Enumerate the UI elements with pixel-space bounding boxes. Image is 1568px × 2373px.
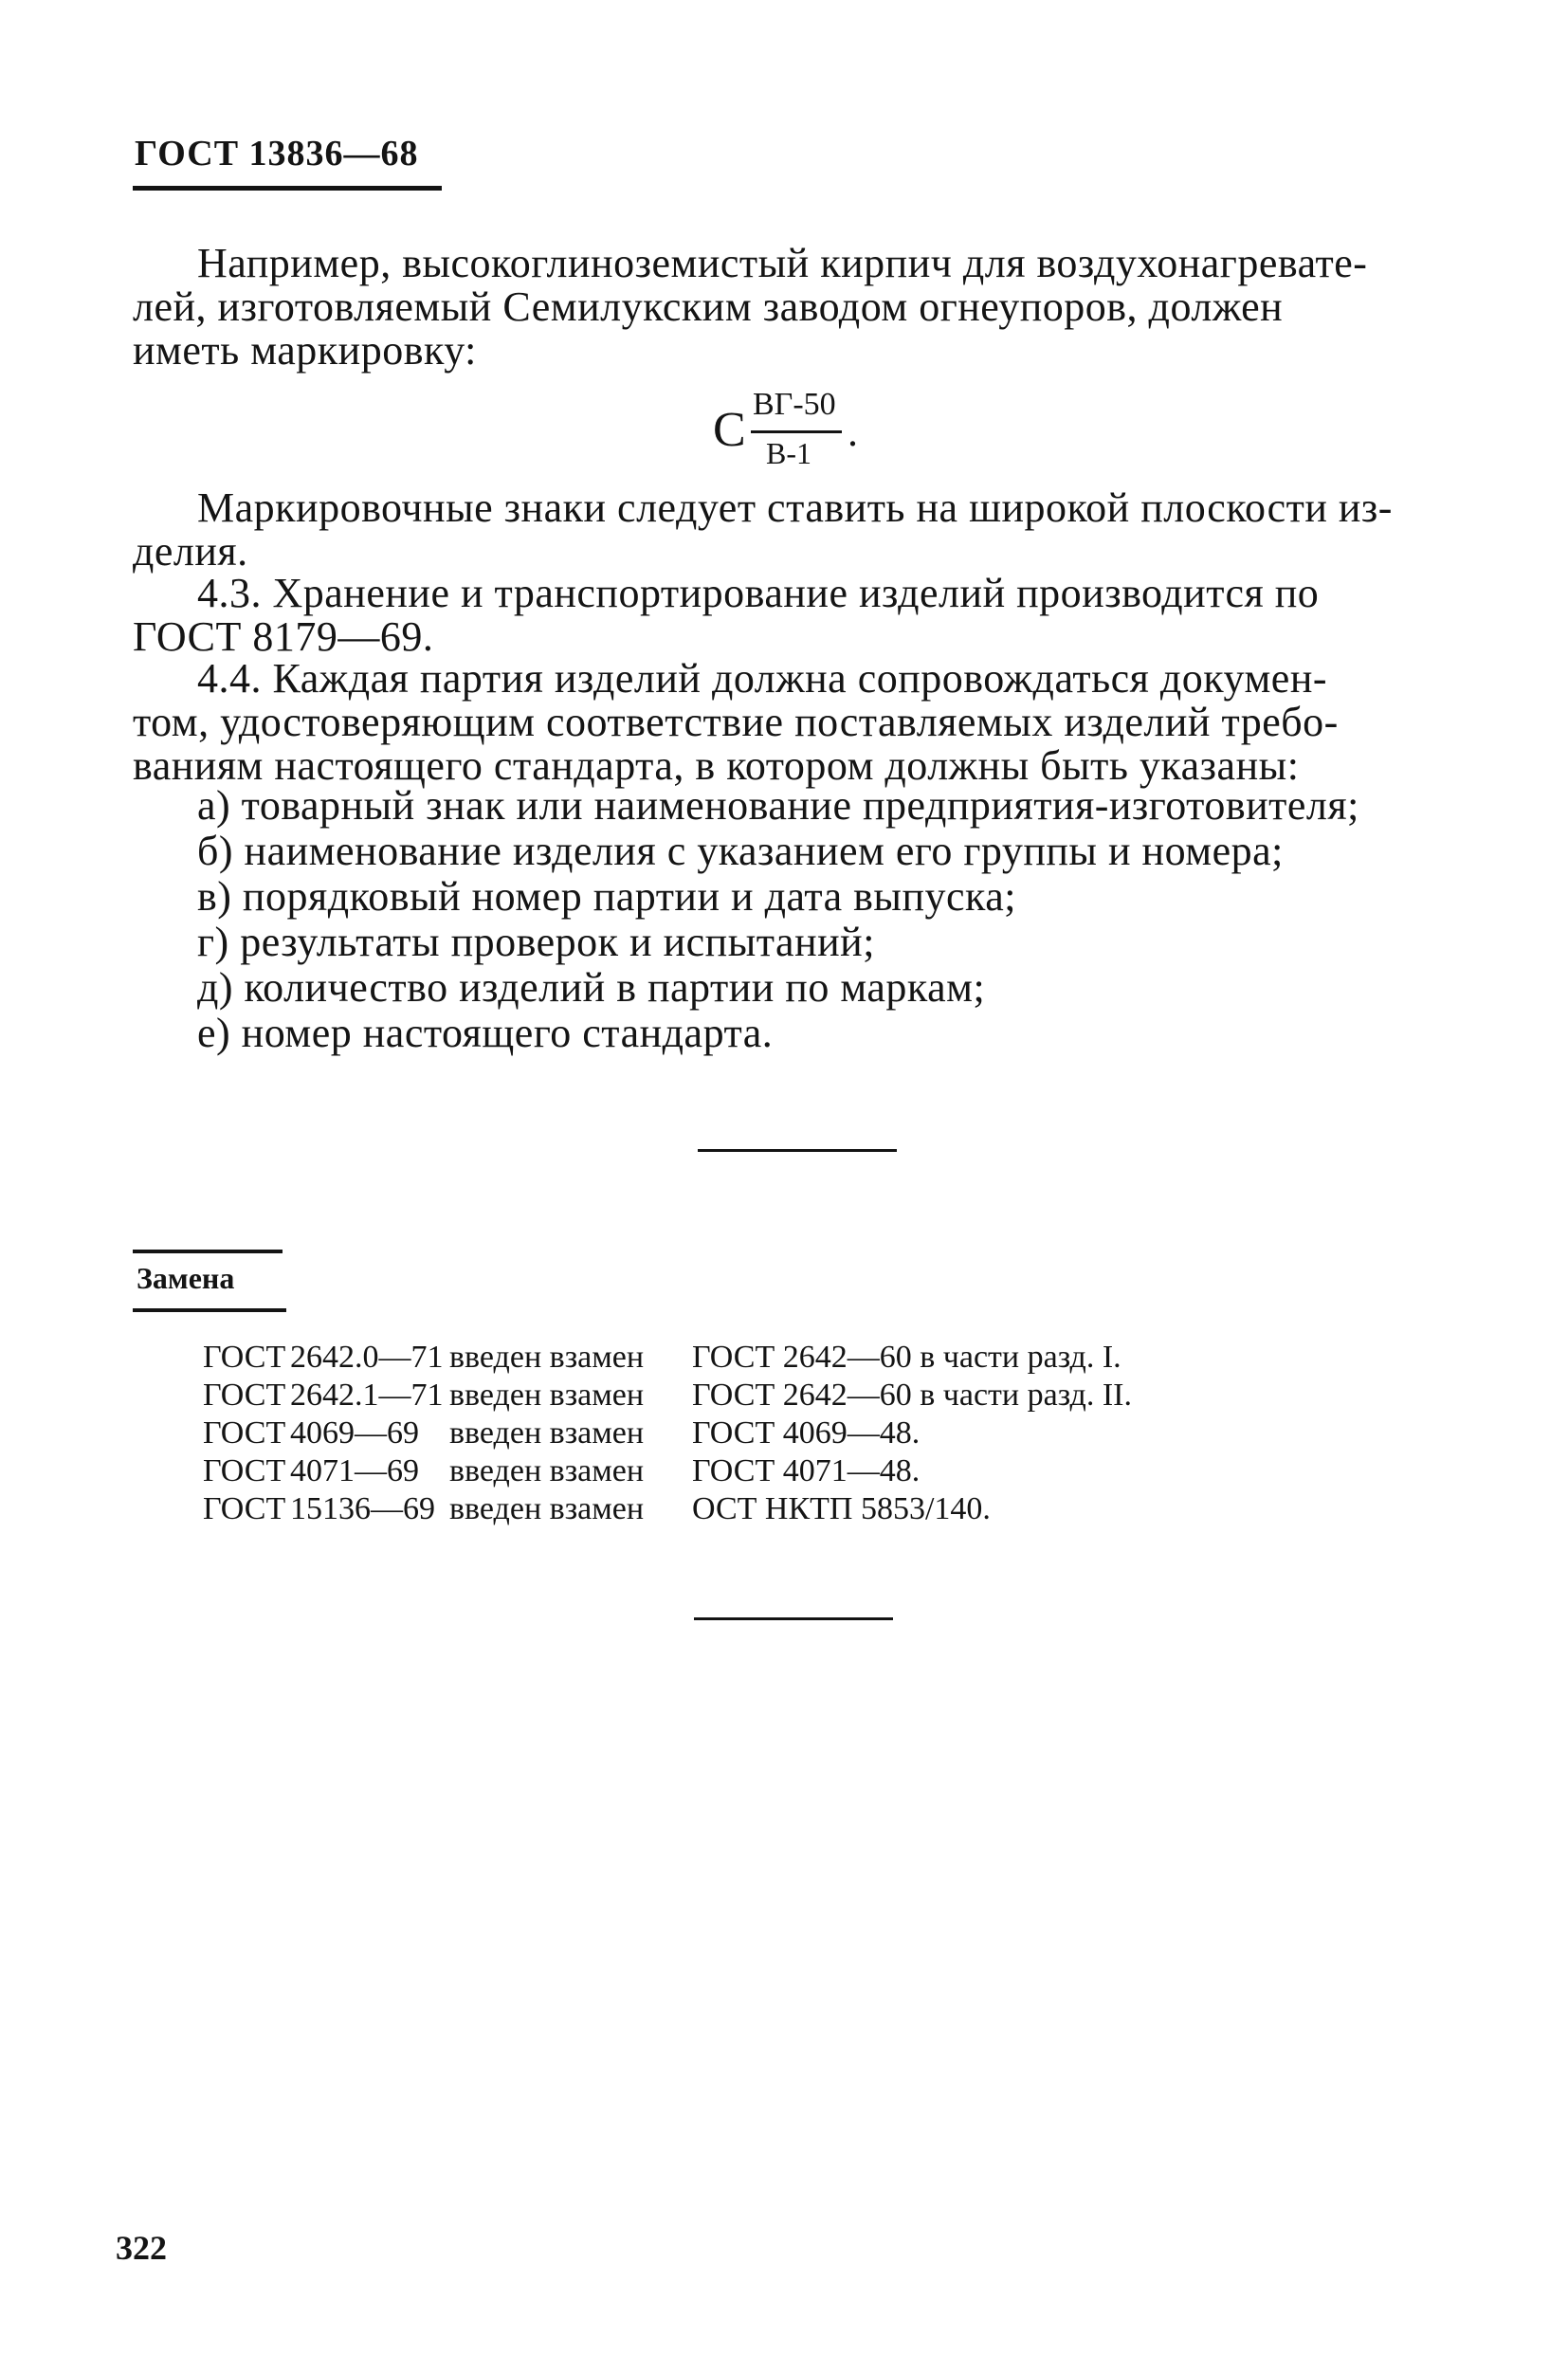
list-item: б) наименование изделия с указанием его группы и номера;: [197, 828, 1284, 874]
num-cell: 4071—69: [290, 1453, 419, 1488]
num-cell: 4069—69: [290, 1415, 419, 1451]
clause-4-4-list: [197, 783, 1486, 1056]
list-item: в) порядковый номер партии и дата выпуска;: [197, 873, 1017, 920]
old-cell: ГОСТ 4069—48.: [692, 1415, 921, 1451]
table-row: [203, 1452, 1397, 1490]
header-underline: [133, 186, 442, 191]
section-separator: [698, 1149, 897, 1152]
clause-4-3-line-1: 4.3. Хранение и транспортирование изделий производится по: [197, 570, 1320, 616]
list-item: а) товарный знак или наименование предприятия-изготовителя;: [197, 782, 1359, 829]
formula-prefix: С: [713, 403, 746, 457]
num-cell: 15136—69: [290, 1491, 435, 1526]
old-cell: ГОСТ 4071—48.: [692, 1453, 921, 1488]
list-item: д) количество изделий в партии по маркам;: [197, 964, 986, 1011]
replacement-heading-rule-bottom: [133, 1308, 286, 1312]
table-row: [203, 1377, 1397, 1415]
std-cell: ГОСТ: [203, 1340, 286, 1375]
verb-cell: введен взамен: [449, 1378, 645, 1413]
num-cell: 2642.1—71: [290, 1378, 444, 1413]
replacement-heading-rule-top: [133, 1250, 283, 1253]
verb-cell: введен взамен: [449, 1340, 645, 1375]
formula-fraction-bar: [751, 430, 842, 433]
std-cell: ГОСТ: [203, 1415, 286, 1451]
old-cell: ГОСТ 2642—60 в части разд. II.: [692, 1378, 1132, 1413]
std-cell: ГОСТ: [203, 1378, 286, 1413]
clause-4-4-line-1: 4.4. Каждая партия изделий должна сопровождаться докумен-: [197, 655, 1328, 702]
num-cell: 2642.0—71: [290, 1340, 444, 1375]
verb-cell: введен взамен: [449, 1415, 645, 1451]
list-item: е) номер настоящего стандарта.: [197, 1010, 774, 1056]
marking-note-line-1: Маркировочные знаки следует ставить на широкой плоскости из-: [197, 484, 1393, 531]
formula-denominator: В-1: [766, 436, 811, 470]
table-row: [203, 1415, 1397, 1452]
old-cell: ОСТ НКТП 5853/140.: [692, 1491, 991, 1526]
clause-4-4-line-2: том, удостоверяющим соответствие поставляемых изделий требо-: [133, 699, 1339, 745]
list-item: г) результаты проверок и испытаний;: [197, 919, 875, 965]
intro-line-3: иметь маркировку:: [133, 327, 477, 374]
table-row: [203, 1339, 1397, 1377]
clause-4-3-line-2: ГОСТ 8179—69.: [133, 613, 434, 660]
std-cell: ГОСТ: [203, 1491, 286, 1526]
formula-suffix: .: [848, 409, 858, 455]
table-row: [203, 1490, 1397, 1528]
bottom-separator: [694, 1617, 893, 1620]
clause-4-4-line-3: ваниям настоящего стандарта, в котором должны быть указаны:: [133, 742, 1300, 789]
formula-numerator: ВГ-50: [753, 387, 836, 422]
page-number: 322: [116, 2229, 167, 2267]
old-cell: ГОСТ 2642—60 в части разд. I.: [692, 1340, 1121, 1375]
marking-note-line-2: делия.: [133, 528, 248, 575]
verb-cell: введен взамен: [449, 1491, 645, 1526]
marking-formula: [713, 387, 903, 482]
verb-cell: введен взамен: [449, 1453, 645, 1488]
replacement-table: [203, 1339, 1397, 1528]
intro-line-1: Например, высокоглиноземистый кирпич для воздухонагревате-: [197, 240, 1368, 286]
intro-line-2: лей, изготовляемый Семилукским заводом огнеупоров, должен: [133, 283, 1284, 330]
replacement-heading: Замена: [137, 1261, 235, 1295]
std-cell: ГОСТ: [203, 1453, 286, 1488]
document-header-title: ГОСТ 13836—68: [135, 134, 419, 173]
